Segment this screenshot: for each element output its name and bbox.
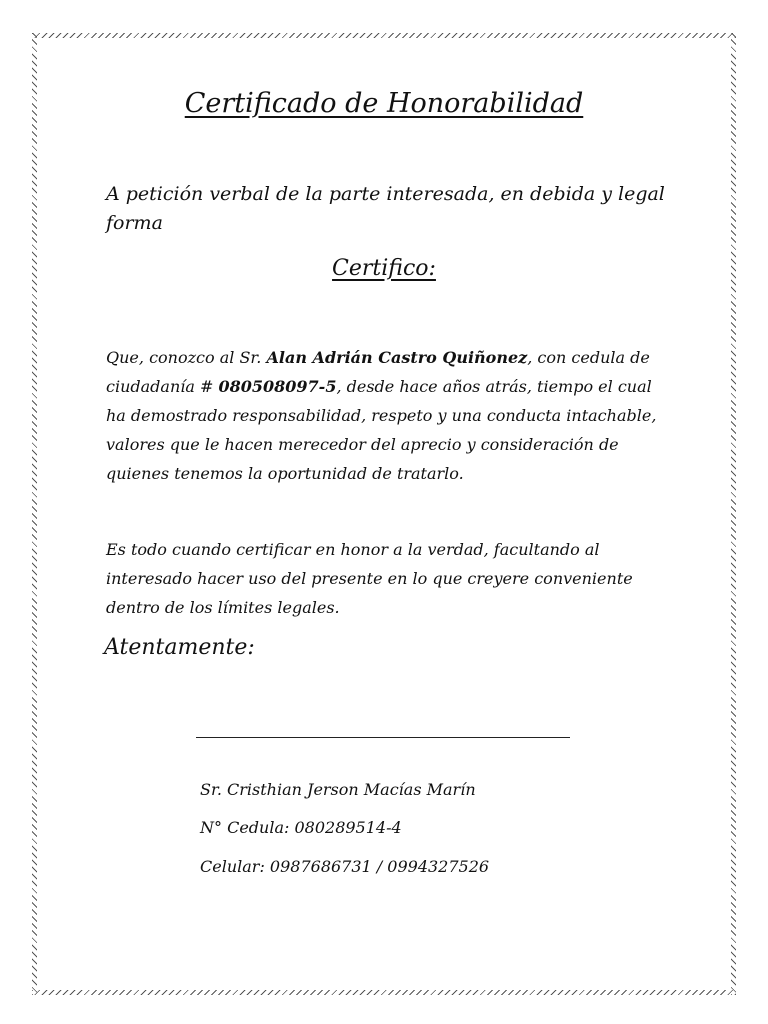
intro-text: A petición verbal de la parte interesada, en debida y legal forma xyxy=(106,183,665,234)
signature-line xyxy=(196,737,570,738)
closing-paragraph: Es todo cuando certificar en honor a la verdad, facultando al interesado hacer uso del presente en lo que creyere conveniente dentro de los límites legales. xyxy=(106,540,633,617)
document-title: Certificado de Honorabilidad xyxy=(184,88,584,119)
border-right xyxy=(731,33,736,995)
paragraph-text-2: , con cedula de ciudadanía # xyxy=(106,348,650,396)
signer-cedula: N° Cedula: 080289514-4 xyxy=(200,818,402,837)
border-bottom xyxy=(32,990,736,995)
signer-phone: Celular: 0987686731 / 0994327526 xyxy=(200,857,490,876)
certified-person-name: Alan Adrián Castro Quiñonez xyxy=(266,348,528,367)
certified-person-id: 080508097-5 xyxy=(218,377,337,396)
paragraph-text-3: , desde hace años atrás, tiempo el cual ha demostrado responsabilidad, respeto y una conducta intachable, valores que le hacen merecedor del aprecio y consideración de quienes tenemos la oportunidad de tratarlo. xyxy=(106,377,657,483)
certify-heading: Certifico: xyxy=(332,256,436,281)
signer-name: Sr. Cristhian Jerson Macías Marín xyxy=(200,780,476,799)
border-left xyxy=(32,33,37,995)
closing-salutation: Atentamente: xyxy=(104,635,255,660)
border-top xyxy=(32,33,736,38)
decorative-border xyxy=(32,33,736,995)
paragraph-text-1: Que, conozco al Sr. xyxy=(106,348,267,367)
certification-paragraph xyxy=(106,343,666,488)
